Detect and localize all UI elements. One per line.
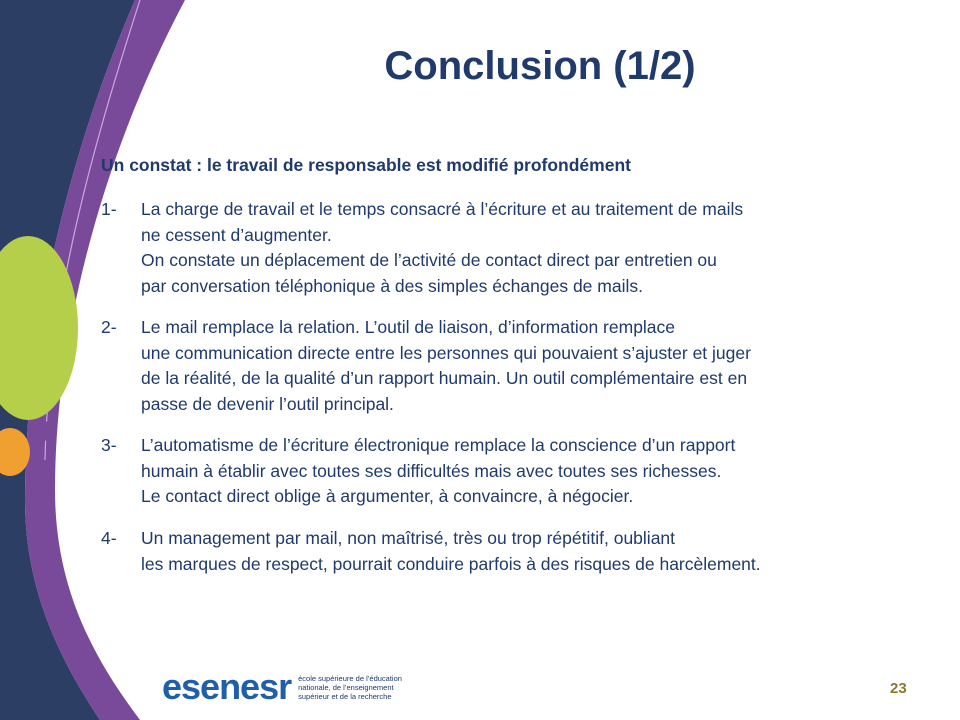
logo-tagline-line: supérieur et de la recherche [298, 691, 392, 701]
item-line: passe de devenir l’outil principal. [141, 393, 394, 414]
item-line: La charge de travail et le temps consacré à l’écriture et au traitement de mails [141, 199, 744, 219]
item-line: L’automatisme de l’écriture électronique remplace la conscience d’un rapport [141, 435, 736, 455]
esenesr-logo [162, 663, 402, 711]
item-number: 2- [101, 317, 117, 337]
item-line: Un management par mail, non maîtrisé, très ou trop répétitif, oubliant [141, 528, 676, 548]
item-number: 3- [101, 435, 117, 455]
slide-title: Conclusion (1/2) [384, 44, 696, 88]
logo-wordmark: esenesr [162, 666, 292, 707]
list-item [101, 526, 901, 577]
logo-tagline-line: nationale, de l’enseignement [298, 682, 394, 692]
list-item [101, 433, 901, 510]
item-number: 4- [101, 528, 117, 548]
item-line: une communication directe entre les personnes qui pouvaient s’ajuster et juger [141, 342, 751, 363]
list-item [101, 197, 901, 299]
item-line: On constate un déplacement de l’activité de contact direct par entretien ou [141, 250, 717, 270]
logo-tagline-line: école supérieure de l’éducation [298, 673, 402, 683]
page-number: 23 [890, 680, 907, 697]
item-line: ne cessent d’augmenter. [141, 224, 332, 245]
item-line: de la réalité, de la qualité d’un rapport humain. Un outil complémentaire est en [141, 368, 748, 388]
list-item [101, 315, 901, 417]
item-line: par conversation téléphonique à des simples échanges de mails. [141, 275, 643, 296]
lead-statement: Un constat : le travail de responsable est modifié profondément [101, 155, 631, 175]
item-line: les marques de respect, pourrait conduire parfois à des risques de harcèlement. [141, 553, 761, 574]
item-line: humain à établir avec toutes ses difficultés mais avec toutes ses richesses. [141, 460, 722, 481]
purple-dot [27, 421, 57, 441]
item-line: Le mail remplace la relation. L’outil de liaison, d’information remplace [141, 317, 676, 337]
item-line: Le contact direct oblige à argumenter, à convaincre, à négocier. [141, 486, 634, 506]
logo-tagline [298, 673, 402, 701]
item-number: 1- [101, 199, 117, 219]
